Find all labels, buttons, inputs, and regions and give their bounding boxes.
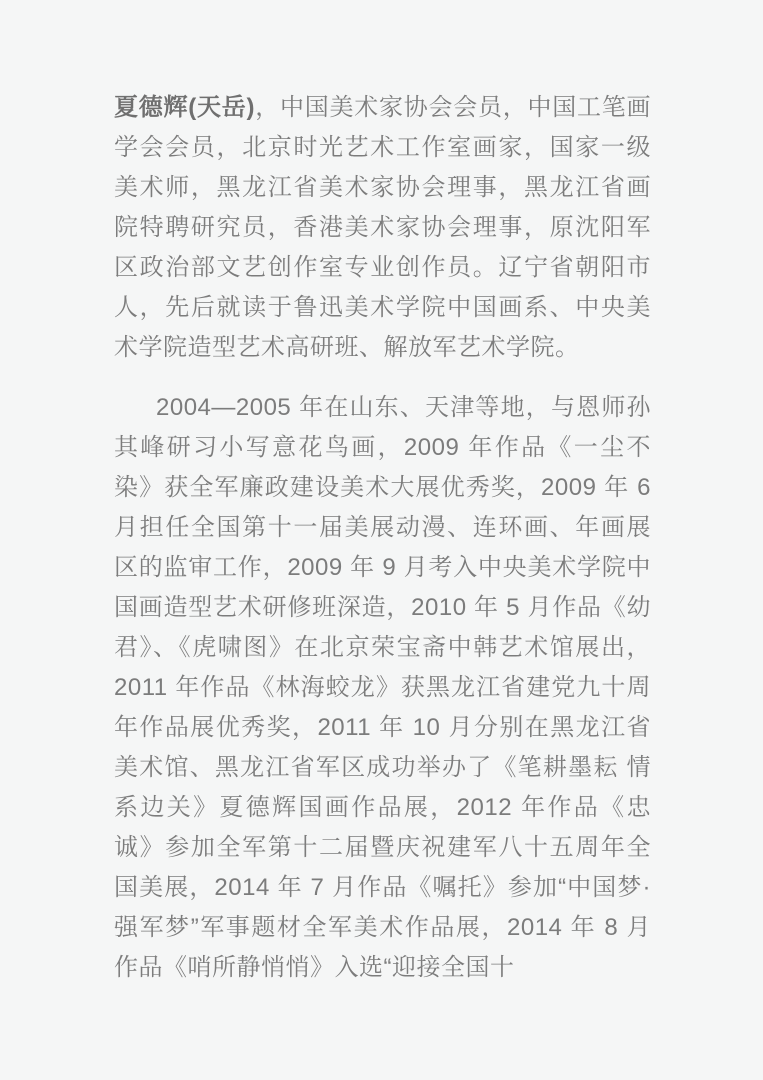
article <box>114 88 651 988</box>
artist-name: 夏德辉(天岳) <box>114 94 255 121</box>
bio-paragraph-text: ，中国美术家协会会员，中国工笔画学会会员，北京时光艺术工作室画家，国家一级美术师，黑龙江省美术家协会理事，黑龙江省画院特聘研究员，香港美术家协会理事，原沈阳军区政治部文艺创作室专业创作员。辽宁省朝阳市人，先后就读于鲁迅美术学院中国画系、中央美术学院造型艺术高研班、解放军艺术学院。 <box>114 94 652 361</box>
bio-paragraph <box>114 88 651 368</box>
career-paragraph: 2004—2005 年在山东、天津等地，与恩师孙其峰研习小写意花鸟画，2009 年作品《一尘不染》获全军廉政建设美术大展优秀奖，2009 年 6 月担任全国第十一届美展动漫、连环画、年画展区的监审工作，2009 年 9 月考入中央美术学院中国画造型艺术研修班深造，2010 年 5 月作品《幼君》、《虎啸图》在北京荣宝斋中韩艺术馆展出，2011 年作品《林海蛟龙》获黑龙江省建党九十周年作品展优秀奖，2011 年 10 月分别在黑龙江省美术馆、黑龙江省军区成功举办了《笔耕墨耘 情系边关》夏德辉国画作品展，2012 年作品《忠诚》参加全军第十二届暨庆祝建军八十五周年全国美展，2014 年 7 月作品《嘱托》参加“中国梦·强军梦”军事题材全军美术作品展，2014 年 8 月作品《哨所静悄悄》入选“迎接全国十 <box>114 394 651 981</box>
